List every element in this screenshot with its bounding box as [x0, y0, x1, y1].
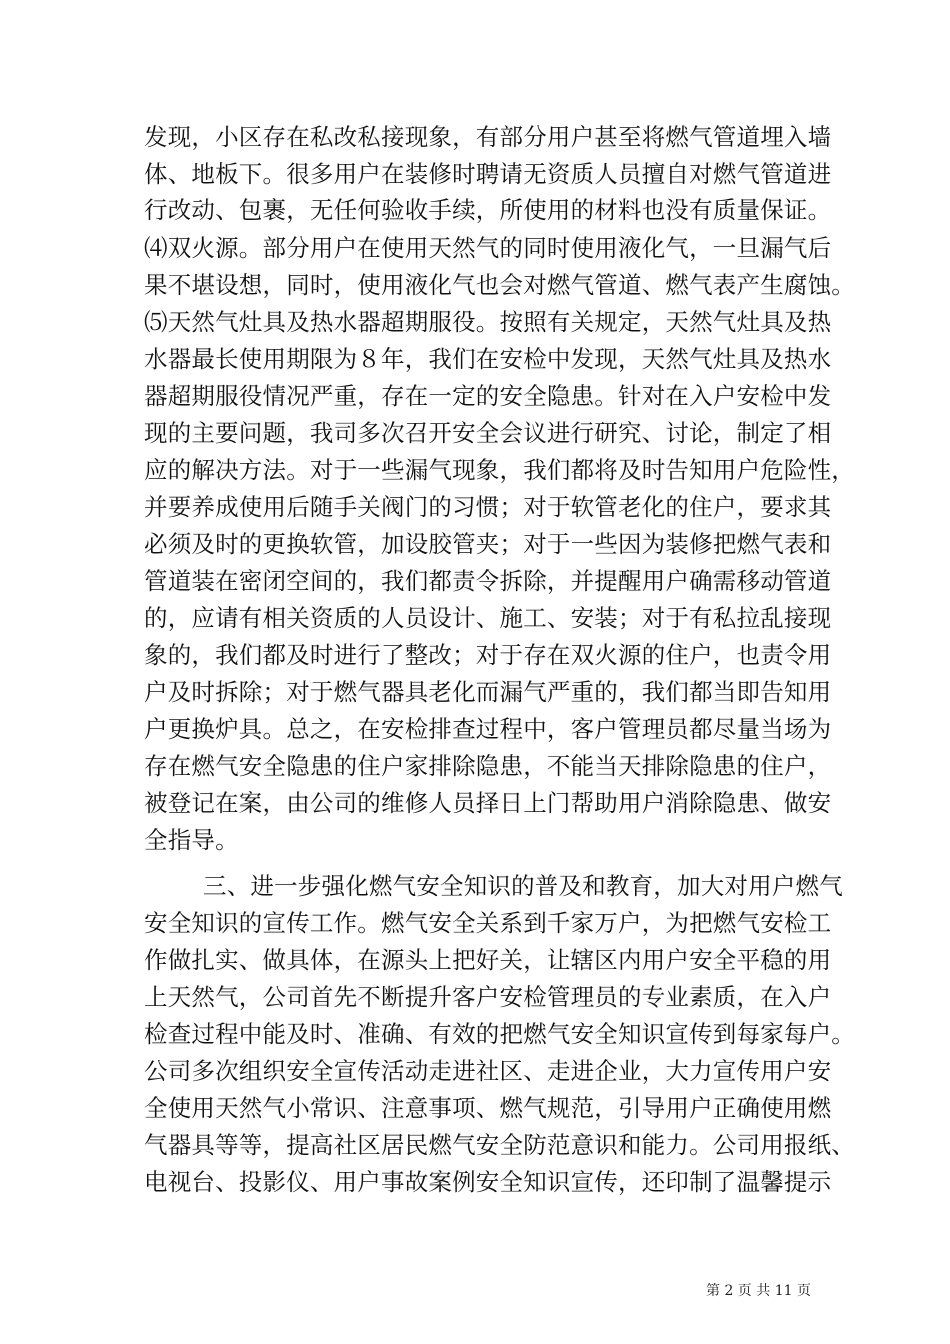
- text-line: 管道装在密闭空间的，我们都责令拆除，并提醒用户确需移动管道: [144, 567, 832, 595]
- text-line: 上天然气，公司首先不断提升客户安检管理员的专业素质，在入户: [144, 983, 832, 1011]
- text-line: 器超期服役情况严重，存在一定的安全隐患。针对在入户安检中发: [144, 382, 832, 410]
- text-line: 检查过程中能及时、准确、有效的把燃气安全知识宣传到每家每户。: [144, 1020, 855, 1048]
- text-line: 的，应请有相关资质的人员设计、施工、安装；对于有私拉乱接现: [144, 604, 832, 632]
- text-line: 户更换炉具。总之，在安检排查过程中，客户管理员都尽量当场为: [144, 715, 832, 743]
- page-number-footer: 第 2 页 共 11 页: [706, 1283, 811, 1299]
- text-line: 作做扎实、做具体，在源头上把好关，让辖区内用户安全平稳的用: [144, 946, 832, 974]
- text-line: 象的，我们都及时进行了整改；对于存在双火源的住户，也责令用: [144, 641, 832, 669]
- text-line: 全指导。: [144, 826, 239, 854]
- text-line: 安全知识的宣传工作。燃气安全关系到千家万户，为把燃气安检工: [144, 909, 832, 937]
- text-line: 应的解决方法。对于一些漏气现象，我们都将及时告知用户危险性，: [144, 456, 855, 484]
- text-line: 电视台、投影仪、用户事故案例安全知识宣传，还印制了温馨提示: [144, 1168, 832, 1196]
- text-line: 存在燃气安全隐患的住户家排除隐患，不能当天排除隐患的住户，: [144, 752, 832, 780]
- text-line: 户及时拆除；对于燃气器具老化而漏气严重的，我们都当即告知用: [144, 678, 832, 706]
- text-line: 必须及时的更换软管，加设胶管夹；对于一些因为装修把燃气表和: [144, 530, 832, 558]
- text-line: 果不堪设想，同时，使用液化气也会对燃气管道、燃气表产生腐蚀。: [144, 271, 855, 299]
- text-line: 行改动、包裹，无任何验收手续，所使用的材料也没有质量保证。: [144, 196, 832, 224]
- paragraph-start-line: 三、进一步强化燃气安全知识的普及和教育，加大对用户燃气: [203, 872, 843, 900]
- text-line: 并要养成使用后随手关阀门的习惯；对于软管老化的住户，要求其: [144, 493, 832, 521]
- text-line: 水器最长使用期限为８年，我们在安检中发现，天然气灶具及热水: [144, 345, 832, 373]
- text-line: 现的主要问题，我司多次召开安全会议进行研究、讨论，制定了相: [144, 419, 832, 447]
- text-line: 全使用天然气小常识、注意事项、燃气规范，引导用户正确使用燃: [144, 1094, 832, 1122]
- text-line: 体、地板下。很多用户在装修时聘请无资质人员擅自对燃气管道进: [144, 160, 832, 188]
- text-line: ⑷双火源。部分用户在使用天然气的同时使用液化气，一旦漏气后: [144, 234, 832, 262]
- text-line: ⑸天然气灶具及热水器超期服役。按照有关规定，天然气灶具及热: [144, 308, 832, 336]
- text-line: 被登记在案，由公司的维修人员择日上门帮助用户消除隐患、做安: [144, 789, 832, 817]
- text-line: 公司多次组织安全宣传活动走进社区、走进企业，大力宣传用户安: [144, 1057, 832, 1085]
- text-line: 发现，小区存在私改私接现象，有部分用户甚至将燃气管道埋入墙: [144, 123, 832, 151]
- text-line: 气器具等等，提高社区居民燃气安全防范意识和能力。公司用报纸、: [144, 1131, 855, 1159]
